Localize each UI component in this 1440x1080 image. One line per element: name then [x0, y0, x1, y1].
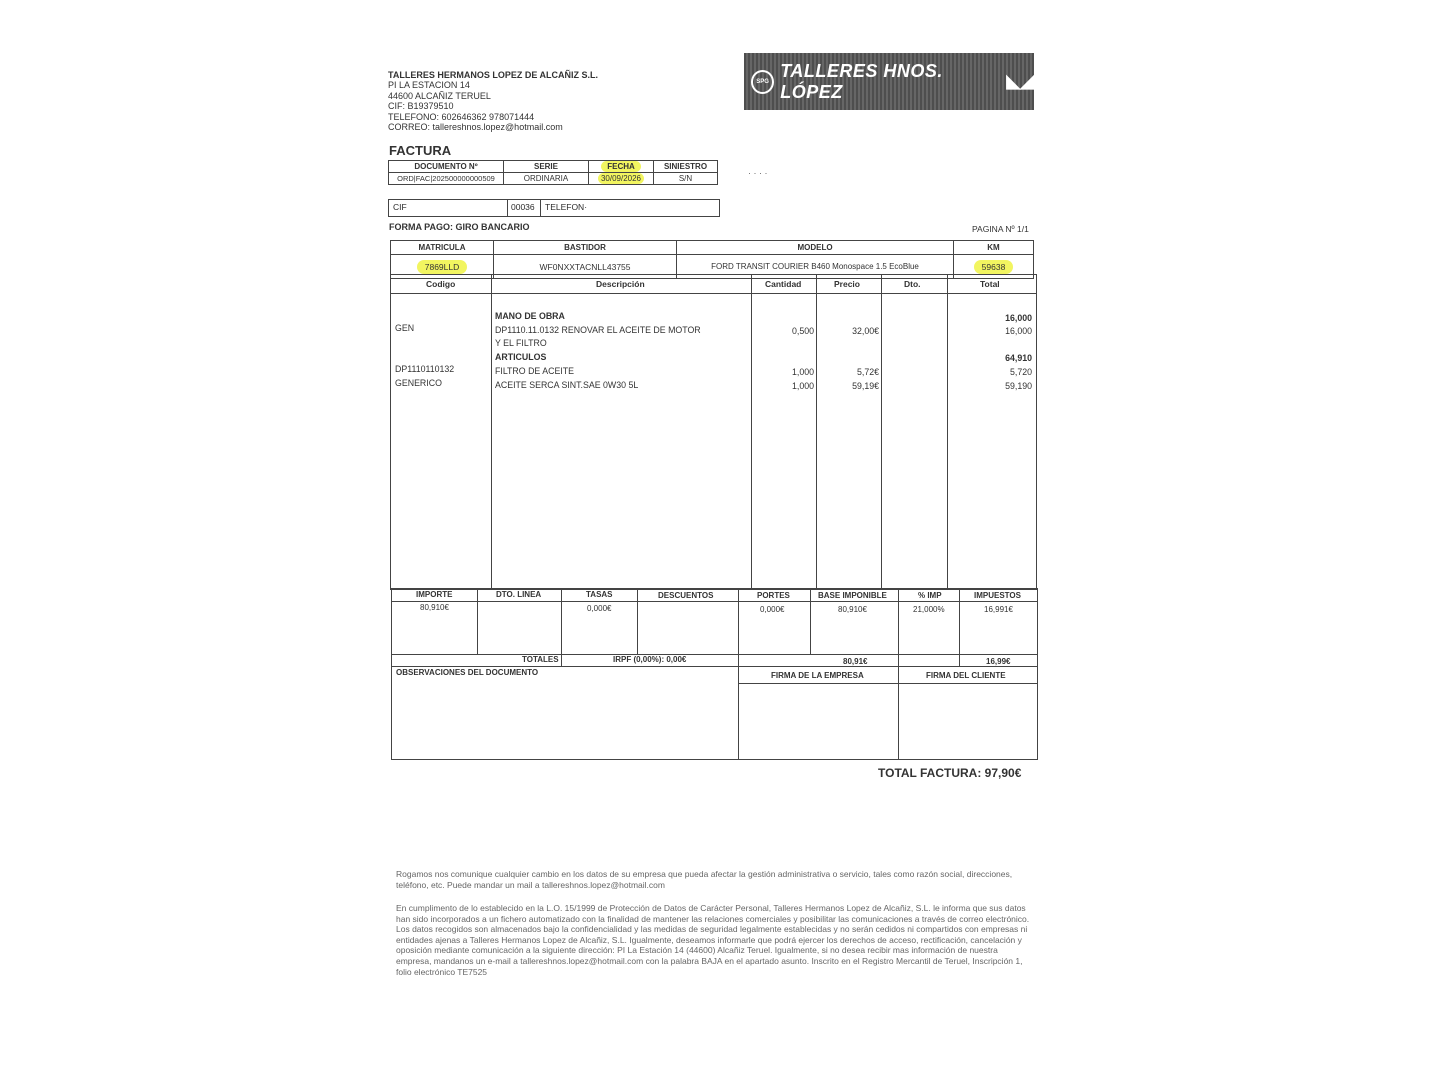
dots: · · · ·: [748, 168, 768, 178]
totals-col-divider: [959, 589, 960, 666]
line-price: 59,19€: [852, 381, 879, 391]
totals-table: [391, 588, 1038, 760]
phone-label: TELEFON·: [545, 202, 588, 212]
vehicle-header-bastidor: BASTIDOR: [494, 241, 677, 255]
line-qty: 1,000: [791, 367, 814, 377]
totals-impuestos: 16,991€: [984, 605, 1013, 614]
company-city: 44600 ALCAÑIZ TERUEL: [388, 90, 491, 101]
firma-empresa-label: FIRMA DE LA EMPRESA: [771, 671, 864, 680]
totals-header-impuestos: IMPUESTOS: [974, 591, 1021, 600]
lines-header-precio: Precio: [834, 279, 860, 289]
logo-mark-icon: ◣◢: [1006, 71, 1034, 91]
totals-header-dto-linea: DTO. LINEA: [496, 590, 542, 599]
legal-notice-2: En cumplimento de lo establecido en la L.O. 15/1999 de Protección de Datos de Carácter Personal, Talleres Hermanos Lopez de Alcañiz, S.L. le informa que sus datos han sido incorporados a un fichero automatizado con la finalidad de mantener las relaciones comerciales y posibilitar las comunicaciones a través de correo electrónico. Los datos recogidos son almacenados bajo la confidencialidad y las medidas de seguridad legalmente establecidas y no serán cedidos ni compartidos con empresas ni entidades ajenas a Talleres Hermanos Lopez de Alcañiz, S.L. Igualmente, deseamos informarle que podrá ejercer los derechos de acceso, rectificación, cancelación y oposición mediante comunicación a la siguiente dirección: PI La Estación 14 (44600) Alcañiz Teruel. Igualmente, si no desea recibir mas información de nuestra empresa, mandanos un e-mail a tallereshnos.lopez@hotmail.com con la palabra BAJA en el apartado asunto. Inscrito en el Registro Mercantil de Teruel, Inscripción 1, folio electrónico TE7525: [396, 903, 1030, 977]
line-desc: DP1110.11.0132 RENOVAR EL ACEITE DE MOTOR: [495, 325, 701, 335]
vehicle-km-text: 59638: [974, 260, 1014, 274]
observaciones-label: OBSERVACIONES DEL DOCUMENTO: [396, 668, 539, 677]
vehicle-header-km: KM: [954, 241, 1034, 255]
signature-line: [738, 683, 1037, 684]
lines-header-total: Total: [980, 279, 1000, 289]
totals-header-tasas: TASAS: [586, 590, 613, 599]
siniestro-value: S/N: [654, 173, 718, 185]
company-phone: TELEFONO: 602646362 978071444: [388, 111, 535, 122]
line-total: 16,000: [1005, 313, 1032, 323]
company-address: PI LA ESTACION 14: [388, 80, 470, 91]
fecha-value: [589, 173, 654, 185]
logo-seal-icon: SPG: [751, 70, 774, 94]
lines-header-dto: Dto.: [904, 279, 921, 289]
totals-col-divider: [810, 589, 811, 654]
vehicle-vin: WF0NXXTACNLL43755: [494, 255, 677, 279]
document-title: FACTURA: [389, 143, 452, 158]
totals-portes: 0,000€: [760, 605, 785, 614]
serie-value: ORDINARIA: [504, 173, 589, 185]
company-logo: [744, 53, 1034, 110]
company-email: CORREO: tallereshnos.lopez@hotmail.com: [388, 122, 563, 133]
totals-header-line: [392, 601, 1037, 602]
base-total: 80,91€: [843, 657, 868, 666]
line-price: 5,72€: [856, 367, 879, 377]
page-number: PAGINA Nº 1/1: [972, 224, 1029, 234]
line-desc: Y EL FILTRO: [495, 338, 547, 348]
line-items-table: [390, 274, 1037, 590]
lines-header-cantidad: Cantidad: [765, 279, 802, 289]
totals-col-divider: [561, 589, 562, 666]
totals-base: 80,910€: [838, 605, 867, 614]
totals-col-divider: [898, 589, 899, 759]
vehicle-header-modelo: MODELO: [677, 241, 954, 255]
fecha-value-text: 30/09/2026: [598, 173, 644, 184]
company-cif: CIF: B19379510: [388, 101, 454, 112]
client-divider-2: [540, 200, 541, 216]
totals-col-divider: [738, 589, 739, 759]
lines-header-descripcion: Descripción: [596, 279, 645, 289]
col-divider: [751, 275, 752, 589]
line-qty: 0,500: [791, 326, 814, 336]
line-items-header: [391, 275, 1036, 294]
line-total: 59,190: [1005, 381, 1032, 391]
line-price: 32,00€: [852, 326, 879, 336]
vehicle-plate-text: 7869LLD: [417, 260, 468, 274]
col-divider: [881, 275, 882, 589]
tax-total: 16,99€: [986, 657, 1011, 666]
firma-cliente-label: FIRMA DEL CLIENTE: [926, 671, 1006, 680]
line-total: 5,720: [1009, 367, 1032, 377]
totals-col-divider: [637, 589, 638, 654]
client-code: 00036: [511, 202, 535, 212]
totales-label: TOTALES: [522, 655, 559, 664]
lines-header-codigo: Codigo: [426, 279, 456, 289]
header-siniestro: SINIESTRO: [654, 161, 718, 173]
payment-method: FORMA PAGO: GIRO BANCARIO: [389, 222, 530, 232]
client-box: [388, 199, 720, 217]
totals-header-base: BASE IMPONIBLE: [818, 591, 887, 600]
header-serie: SERIE: [504, 161, 589, 173]
client-divider: [507, 200, 508, 216]
col-divider: [947, 275, 948, 589]
line-code: DP1110110132: [395, 364, 455, 374]
irpf-value: IRPF (0,00%): 0,00€: [613, 655, 687, 664]
line-qty: 1,000: [791, 381, 814, 391]
totals-header-descuentos: DESCUENTOS: [658, 591, 714, 600]
documento-value: ORD|FAC|202500000000509: [389, 173, 504, 185]
totals-pct: 21,000%: [913, 605, 945, 614]
totals-row-line: [392, 666, 1037, 667]
invoice-header-table: [388, 160, 718, 185]
vehicle-header-matricula: MATRICULA: [391, 241, 494, 255]
cif-label: CIF: [393, 202, 407, 212]
total-factura: TOTAL FACTURA: 97,90€: [878, 766, 1022, 780]
line-total: 16,000: [1005, 326, 1032, 336]
line-code: GENERICO: [395, 378, 442, 388]
line-code: GEN: [395, 323, 415, 333]
totals-col-divider: [477, 589, 478, 654]
line-desc: MANO DE OBRA: [495, 311, 565, 321]
line-desc: ACEITE SERCA SINT.SAE 0W30 5L: [495, 380, 639, 390]
col-divider: [816, 275, 817, 589]
totals-header-portes: PORTES: [757, 591, 790, 600]
totals-row-line: [392, 654, 1037, 655]
company-info: [388, 70, 598, 132]
col-divider: [491, 275, 492, 589]
line-desc: ARTICULOS: [495, 352, 547, 362]
totals-header-imp: % IMP: [918, 591, 942, 600]
logo-text: TALLERES HNOS. LÓPEZ: [780, 60, 943, 102]
line-total: 64,910: [1005, 353, 1032, 363]
header-fecha: [589, 161, 654, 173]
totals-header-importe: IMPORTE: [416, 590, 453, 599]
totals-tasas: 0,000€: [587, 604, 612, 613]
totals-importe: 80,910€: [420, 603, 449, 612]
header-fecha-label: FECHA: [601, 161, 641, 172]
legal-notice-1: Rogamos nos comunique cualquier cambio en los datos de su empresa que pueda afectar la gestión administrativa o servicio, tales como razón social, direcciones, teléfono, etc. Puede mandar un mail a tallereshnos.lopez@hotmail.com: [396, 869, 1013, 890]
company-name: TALLERES HERMANOS LOPEZ DE ALCAÑIZ S.L.: [388, 70, 599, 80]
line-desc: FILTRO DE ACEITE: [495, 366, 575, 376]
vehicle-model: FORD TRANSIT COURIER B460 Monospace 1.5 EcoBlue: [677, 255, 954, 279]
header-documento: DOCUMENTO Nº: [389, 161, 504, 173]
